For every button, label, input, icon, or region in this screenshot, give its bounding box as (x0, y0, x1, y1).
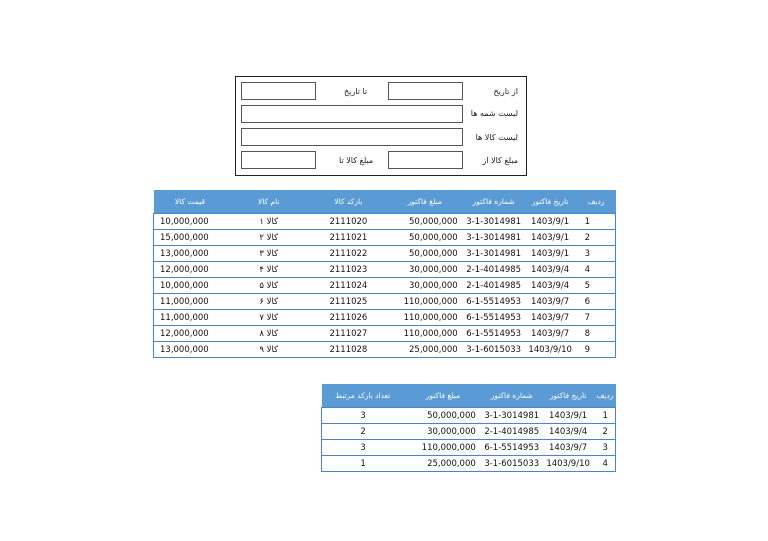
table-row[interactable] (154, 326, 616, 342)
table-row[interactable] (154, 262, 616, 278)
goods-list-input[interactable] (241, 128, 463, 146)
table-row[interactable] (154, 214, 616, 230)
cell-barcode: 2111028 (311, 342, 386, 358)
cell-invoice-date: 1403/9/4 (542, 424, 595, 440)
column-header-invoice-date[interactable]: تاریخ فاکتور (524, 190, 577, 214)
cell-barcode: 2111025 (311, 294, 386, 310)
cell-price: 12,000,000 (154, 262, 227, 278)
invoice-summary-table (321, 384, 616, 472)
amount-from-input[interactable] (388, 151, 463, 169)
cell-goods-name: کالا ۵ (226, 278, 311, 294)
cell-goods-name: کالا ۷ (226, 310, 311, 326)
column-header-goods-name[interactable]: نام کالا (226, 190, 311, 214)
slices-list-label: لیست شمه ها (470, 109, 518, 118)
column-header-barcode[interactable]: بارکد کالا (311, 190, 386, 214)
cell-invoice-amount: 50,000,000 (386, 230, 464, 246)
cell-invoice-no: 6-1-5514953 (464, 326, 524, 342)
cell-invoice-amount: 110,000,000 (386, 326, 464, 342)
cell-price: 10,000,000 (154, 278, 227, 294)
cell-goods-name: کالا ۱ (226, 214, 311, 230)
column-header-related-barcodes[interactable]: تعداد بارکد مرتبط (322, 384, 405, 408)
cell-price: 11,000,000 (154, 294, 227, 310)
table-row[interactable] (154, 246, 616, 262)
from-date-input[interactable] (388, 82, 463, 100)
column-header-invoice-amount[interactable]: مبلغ فاکتور (386, 190, 464, 214)
cell-row: 9 (577, 342, 616, 358)
invoice-items-table (153, 190, 616, 358)
cell-row: 1 (595, 408, 616, 424)
cell-price: 13,000,000 (154, 246, 227, 262)
column-header-price[interactable]: قیمت کالا (154, 190, 227, 214)
cell-invoice-amount: 110,000,000 (386, 294, 464, 310)
cell-invoice-amount: 50,000,000 (386, 246, 464, 262)
cell-price: 15,000,000 (154, 230, 227, 246)
table-header-row (322, 384, 616, 408)
table-row[interactable] (322, 440, 616, 456)
table-row[interactable] (322, 456, 616, 472)
cell-invoice-no: 6-1-5514953 (464, 310, 524, 326)
cell-invoice-amount: 30,000,000 (404, 424, 482, 440)
column-header-invoice-amount[interactable]: مبلغ فاکتور (404, 384, 482, 408)
table-row[interactable] (322, 408, 616, 424)
cell-invoice-date: 1403/9/7 (524, 294, 577, 310)
cell-row: 3 (577, 246, 616, 262)
column-header-row[interactable]: ردیف (577, 190, 616, 214)
table-row[interactable] (154, 342, 616, 358)
cell-row: 4 (595, 456, 616, 472)
cell-invoice-no: 6-1-5514953 (482, 440, 542, 456)
cell-invoice-date: 1403/9/1 (524, 214, 577, 230)
cell-goods-name: کالا ۴ (226, 262, 311, 278)
cell-row: 2 (595, 424, 616, 440)
table-row[interactable] (322, 424, 616, 440)
slices-list-input[interactable] (241, 105, 463, 123)
cell-row: 1 (577, 214, 616, 230)
cell-invoice-amount: 25,000,000 (404, 456, 482, 472)
cell-price: 10,000,000 (154, 214, 227, 230)
table-row[interactable] (154, 278, 616, 294)
cell-invoice-amount: 50,000,000 (386, 214, 464, 230)
cell-invoice-date: 1403/9/4 (524, 278, 577, 294)
cell-row: 2 (577, 230, 616, 246)
cell-price: 12,000,000 (154, 326, 227, 342)
cell-invoice-date: 1403/9/1 (524, 246, 577, 262)
cell-invoice-date: 1403/9/1 (542, 408, 595, 424)
cell-barcode: 2111021 (311, 230, 386, 246)
cell-row: 6 (577, 294, 616, 310)
column-header-invoice-no[interactable]: شماره فاکتور (464, 190, 524, 214)
cell-invoice-amount: 50,000,000 (404, 408, 482, 424)
column-header-row[interactable]: ردیف (595, 384, 616, 408)
cell-invoice-amount: 110,000,000 (404, 440, 482, 456)
column-header-invoice-no[interactable]: شماره فاکتور (482, 384, 542, 408)
cell-invoice-date: 1403/9/1 (524, 230, 577, 246)
cell-invoice-no: 3-1-3014981 (482, 408, 542, 424)
cell-related-barcodes: 3 (322, 408, 405, 424)
from-date-label: از تاریخ (493, 87, 518, 96)
goods-list-label: لیست کالا ها (475, 133, 518, 142)
cell-invoice-no: 3-1-6015033 (482, 456, 542, 472)
cell-barcode: 2111027 (311, 326, 386, 342)
amount-to-input[interactable] (241, 151, 316, 169)
cell-row: 5 (577, 278, 616, 294)
cell-invoice-date: 1403/9/7 (524, 310, 577, 326)
cell-invoice-no: 2-1-4014985 (464, 262, 524, 278)
cell-invoice-no: 3-1-6015033 (464, 342, 524, 358)
cell-goods-name: کالا ۲ (226, 230, 311, 246)
cell-invoice-amount: 30,000,000 (386, 262, 464, 278)
cell-goods-name: کالا ۸ (226, 326, 311, 342)
column-header-invoice-date[interactable]: تاریخ فاکتور (542, 384, 595, 408)
cell-invoice-amount: 30,000,000 (386, 278, 464, 294)
filter-panel (235, 76, 527, 176)
cell-invoice-date: 1403/9/10 (542, 456, 595, 472)
cell-invoice-no: 3-1-3014981 (464, 246, 524, 262)
cell-barcode: 2111026 (311, 310, 386, 326)
cell-row: 8 (577, 326, 616, 342)
cell-goods-name: کالا ۹ (226, 342, 311, 358)
table-row[interactable] (154, 294, 616, 310)
cell-invoice-date: 1403/9/10 (524, 342, 577, 358)
cell-price: 11,000,000 (154, 310, 227, 326)
cell-related-barcodes: 1 (322, 456, 405, 472)
cell-barcode: 2111020 (311, 214, 386, 230)
to-date-input[interactable] (241, 82, 316, 100)
amount-from-label: مبلغ کالا از (482, 156, 518, 165)
cell-goods-name: کالا ۳ (226, 246, 311, 262)
cell-row: 7 (577, 310, 616, 326)
cell-invoice-date: 1403/9/7 (524, 326, 577, 342)
cell-related-barcodes: 2 (322, 424, 405, 440)
cell-goods-name: کالا ۶ (226, 294, 311, 310)
cell-invoice-no: 2-1-4014985 (482, 424, 542, 440)
cell-price: 13,000,000 (154, 342, 227, 358)
table-header-row (154, 190, 616, 214)
cell-row: 3 (595, 440, 616, 456)
cell-invoice-no: 3-1-3014981 (464, 214, 524, 230)
cell-barcode: 2111022 (311, 246, 386, 262)
cell-barcode: 2111024 (311, 278, 386, 294)
amount-to-label: مبلغ کالا تا (339, 156, 374, 165)
cell-invoice-no: 6-1-5514953 (464, 294, 524, 310)
cell-invoice-no: 3-1-3014981 (464, 230, 524, 246)
cell-invoice-date: 1403/9/4 (524, 262, 577, 278)
cell-invoice-no: 2-1-4014985 (464, 278, 524, 294)
table-row[interactable] (154, 310, 616, 326)
cell-barcode: 2111023 (311, 262, 386, 278)
cell-invoice-amount: 110,000,000 (386, 310, 464, 326)
to-date-label: تا تاریخ (344, 87, 368, 96)
cell-invoice-date: 1403/9/7 (542, 440, 595, 456)
cell-row: 4 (577, 262, 616, 278)
cell-invoice-amount: 25,000,000 (386, 342, 464, 358)
cell-related-barcodes: 3 (322, 440, 405, 456)
table-row[interactable] (154, 230, 616, 246)
